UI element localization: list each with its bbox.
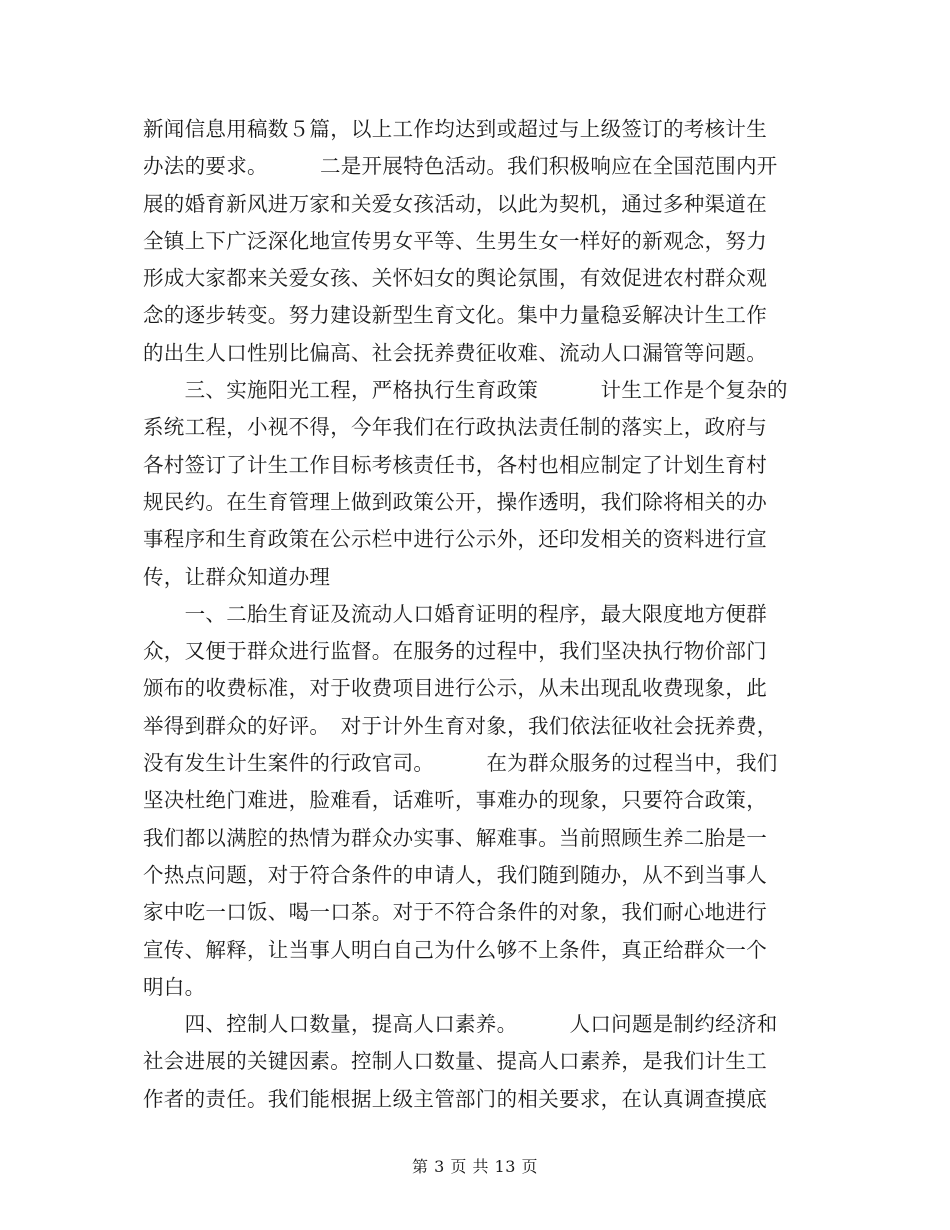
page-footer: 第 3 页 共 13 页 — [412, 1157, 538, 1176]
text-line: 事程序和生育政策在公示栏中进行公示外，还印发相关的资料进行宣 — [143, 527, 767, 552]
text-line: 我们都以满腔的热情为群众办实事、解难事。当前照顾生养二胎是一 — [143, 825, 767, 850]
text-line: 一、二胎生育证及流动人口婚育证明的程序，最大限度地方便群 — [143, 601, 767, 626]
text-line: 传，让群众知道办理 — [143, 564, 331, 589]
text-line: 坚决杜绝门难进，脸难看，话难听，事难办的现象，只要符合政策， — [143, 788, 767, 813]
text-line: 办法的要求。 二是开展特色活动。我们积极响应在全国范围内开 — [143, 154, 778, 179]
text-line: 颁布的收费标准，对于收费项目进行公示，从未出现乱收费现象，此 — [143, 676, 767, 701]
text-line: 举得到群众的好评。 对于计外生育对象，我们依法征收社会抚养费， — [143, 713, 778, 738]
text-line: 新闻信息用稿数５篇，以上工作均达到或超过与上级签订的考核计生 — [143, 117, 767, 141]
text-line: 的出生人口性别比偏高、社会抚养费征收难、流动人口漏管等问题。 — [143, 340, 767, 365]
text-line: 个热点问题，对于符合条件的申请人，我们随到随办，从不到当事人 — [143, 862, 767, 887]
text-line: 形成大家都来关爱女孩、关怀妇女的舆论氛围，有效促进农村群众观 — [143, 266, 767, 291]
text-line: 四、控制人口数量，提高人口素养。 人口问题是制约经济和 — [143, 1012, 778, 1037]
text-line: 全镇上下广泛深化地宣传男女平等、生男生女一样好的新观念，努力 — [143, 228, 767, 253]
text-line: 规民约。在生育管理上做到政策公开，操作透明，我们除将相关的办 — [143, 489, 767, 514]
document-body — [143, 111, 808, 1118]
text-line: 系统工程，小视不得，今年我们在行政执法责任制的落实上，政府与 — [143, 415, 767, 440]
text-line: 三、实施阳光工程，严格执行生育政策 计生工作是个复杂的 — [143, 378, 788, 403]
text-line: 社会进展的关键因素。控制人口数量、提高人口素养，是我们计生工 — [143, 1049, 767, 1074]
text-line: 作者的责任。我们能根据上级主管部门的相关要求，在认真调查摸底 — [143, 1086, 767, 1111]
text-line: 念的逐步转变。努力建设新型生育文化。集中力量稳妥解决计生工作 — [143, 303, 767, 328]
text-line: 展的婚育新风进万家和关爱女孩活动，以此为契机，通过多种渠道在 — [143, 191, 767, 216]
text-line: 家中吃一口饭、喝一口茶。对于不符合条件的对象，我们耐心地进行 — [143, 900, 767, 925]
text-line: 明白。 — [143, 974, 206, 999]
text-line: 没有发生计生案件的行政官司。 在为群众服务的过程当中，我们 — [143, 751, 778, 776]
text-line: 各村签订了计生工作目标考核责任书，各村也相应制定了计划生育村 — [143, 452, 767, 477]
text-line: 宣传、解释，让当事人明白自己为什么够不上条件，真正给群众一个 — [143, 937, 767, 962]
text-line: 众，又便于群众进行监督。在服务的过程中，我们坚决执行物价部门 — [143, 639, 767, 664]
